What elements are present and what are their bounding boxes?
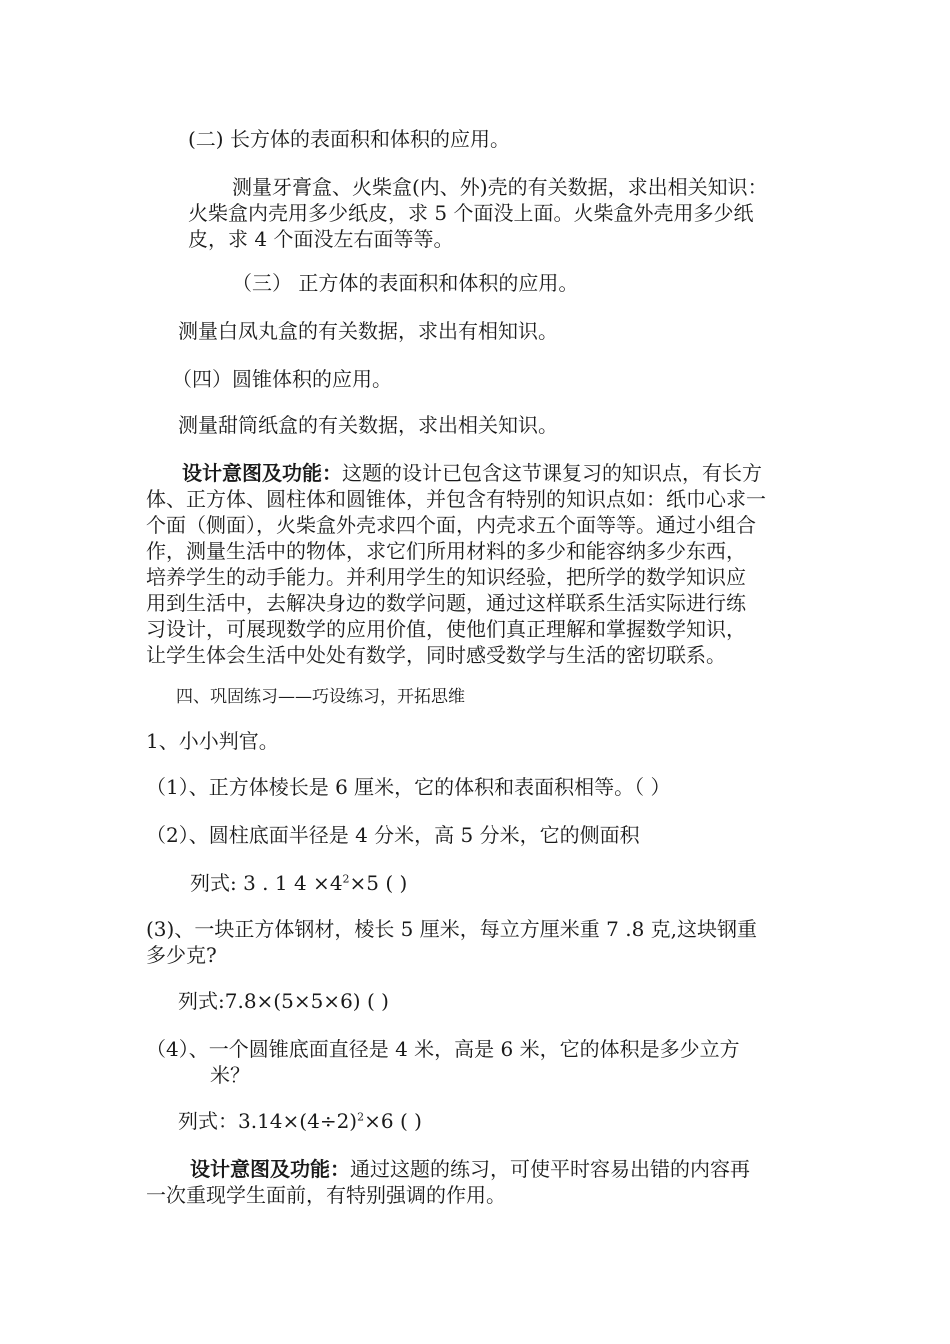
design-intent-label: 设计意图及功能： [190,1157,350,1181]
design-intent-label: 设计意图及功能： [182,461,342,485]
question-2: （2）、圆柱底面半径是 4 分米，高 5 分米，它的侧面积 [146,823,640,847]
design-intent-line: 让学生体会生活中处处有数学，同时感受数学与生活的密切联系。 [146,643,726,667]
question-3: (3)、一块正方体钢材，棱长 5 厘米，每立方厘米重 7 .8 克,这块钢重 [146,917,758,941]
question-3-continued: 多少克? [146,943,217,967]
section4-body: 测量甜筒纸盒的有关数据，求出相关知识。 [178,413,558,437]
design-intent-line: 习设计，可展现数学的应用价值，使他们真正理解和掌握数学知识， [146,617,746,641]
question-4-formula: 列式：$3.14\times(4\div 2)^2\times 6$ ( ) [178,1109,422,1133]
question-2-formula: 列式: 3 . 1 $4 \times 4^2\times 5$ ( ) [190,871,408,895]
design-intent-paragraph [190,1156,750,1182]
design-intent-line: 培养学生的动手能力。并利用学生的知识经验，把所学的数学知识应 [146,565,746,589]
design-intent-paragraph [182,460,762,486]
design-intent-line: 一次重现学生面前，有特别强调的作用。 [146,1183,506,1207]
section2-heading: (二) 长方体的表面积和体积的应用。 [188,127,510,151]
design-intent-text: 通过这题的练习，可使平时容易出错的内容再 [350,1157,750,1181]
question-1: （1）、正方体棱长是 6 厘米，它的体积和表面积相等。（ ） [146,775,671,799]
superscript: 2 [357,1110,365,1124]
superscript: 2 [342,872,350,886]
design-intent-line: 个面（侧面），火柴盒外壳求四个面，内壳求五个面等等。通过小组合 [146,513,756,537]
section2-body-line: 火柴盒内壳用多少纸皮，求 5 个面没上面。火柴盒外壳用多少纸 [188,201,754,225]
section4-heading: （四）圆锥体积的应用。 [172,367,392,391]
part4-heading: 四、巩固练习——巧设练习，开拓思维 [176,687,465,707]
question-4: （4）、一个圆锥底面直径是 4 米，高是 6 米，它的体积是多少立方 [146,1037,740,1061]
section2-body-line: 测量牙膏盒、火柴盒(内、外)壳的有关数据，求出相关知识： [232,175,768,199]
section3-body: 测量白凤丸盒的有关数据，求出有相知识。 [178,319,558,343]
design-intent-line: 用到生活中，去解决身边的数学问题，通过这样联系生活实际进行练 [146,591,746,615]
exercise-title: 1、小小判官。 [146,729,279,753]
design-intent-line: 体、正方体、圆柱体和圆锥体，并包含有特别的知识点如：纸巾心求一 [146,487,766,511]
question-4-continued: 米？ [210,1063,250,1087]
section3-heading: （三） 正方体的表面积和体积的应用。 [232,271,579,295]
design-intent-line: 作，测量生活中的物体，求它们所用材料的多少和能容纳多少东西， [146,539,746,563]
question-3-formula: 列式:7.8×(5×5×6) ( ) [178,989,389,1013]
section2-body-line: 皮，求 4 个面没左右面等等。 [188,227,454,251]
design-intent-text: 这题的设计已包含这节课复习的知识点，有长方 [342,461,762,485]
